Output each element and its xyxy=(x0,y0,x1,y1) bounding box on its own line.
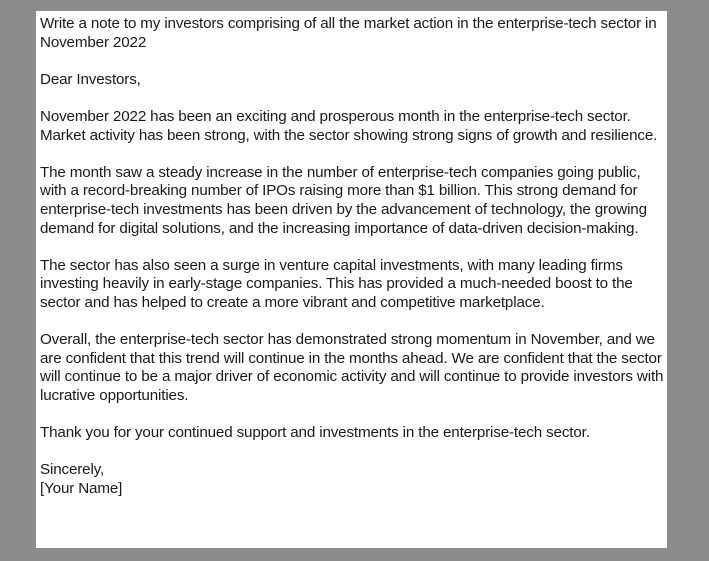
paragraph-2-text: The month saw a steady increase in the number of enterprise-tech companies going public, with a record-breaking number of IPOs raising more than $1 billion. This strong demand for enterprise-tech investments has been driven by the advancement of technology, the growing demand for digital solutions, and the increasing importance of data-driven decision-making. xyxy=(40,163,647,237)
paragraph-1: November 2022 has been an exciting and prosperous month in the enterprise-tech sector. Market activity has been strong, with the sector showing strong signs of growth and resilience. xyxy=(40,107,658,144)
closing-text: Sincerely, xyxy=(40,461,105,479)
greeting-text: Dear Investors, xyxy=(40,70,141,88)
paragraph-2 xyxy=(40,164,667,238)
signature-text: [Your Name] xyxy=(40,479,123,497)
document-editor[interactable] xyxy=(36,11,667,548)
prompt-text: Write a note to my investors comprising of all the market action in the enterprise-tech sector in November 2022 xyxy=(40,15,657,51)
paragraph-3: The sector has also seen a surge in venture capital investments, with many leading firms investing heavily in early-stage companies. This has provided a much-needed boost to the sector and has helped to create a more vibrant and competitive marketplace. xyxy=(40,256,633,311)
paragraph-4: Overall, the enterprise-tech sector has demonstrated strong momentum in November, and we are confident that this trend will continue in the months ahead. We are confident that the sector will continue to be a major driver of economic activity and will continue to provide investors with lucrative opportunities. xyxy=(40,331,664,404)
paragraph-5: Thank you for your continued support and investments in the enterprise-tech sector. xyxy=(40,424,590,442)
